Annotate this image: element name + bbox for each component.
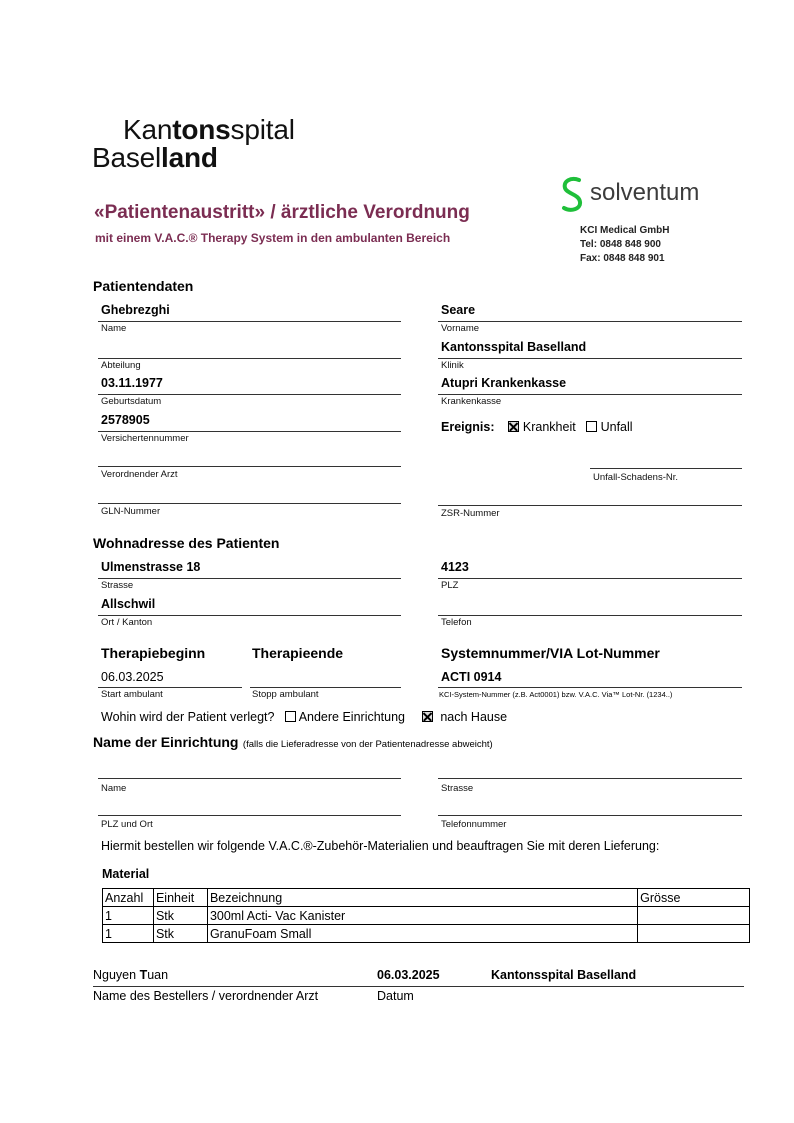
facility-note: (falls die Lieferadresse von der Patientenadresse abweicht) [242,739,493,750]
start-value[interactable]: 06.03.2025 [101,670,164,684]
krankenkasse-line [438,394,742,395]
company-tel: Tel: 0848 848 900 [580,239,661,250]
versicherten-line [98,431,401,432]
destination-question: Wohin wird der Patient verlegt? [101,710,275,724]
table-cell[interactable]: Stk [153,907,207,925]
stopp-line[interactable] [250,687,401,688]
vorname-label: Vorname [441,323,480,334]
unfall-label: Unfall [600,420,633,434]
name-value[interactable]: Ghebrezghi [101,303,170,317]
ereignis-row [441,420,633,434]
table-cell[interactable]: Stk [153,925,207,943]
col-groesse: Grösse [638,889,750,907]
hospital-logo-line1: Kantonsspital [123,114,295,145]
name-line [98,321,401,322]
clinic-value[interactable]: Kantonsspital Baselland [491,968,637,982]
table-cell[interactable] [638,907,750,925]
vorname-value[interactable]: Seare [441,303,476,317]
col-bezeichnung: Bezeichnung [207,889,637,907]
geburtsdatum-value[interactable]: 03.11.1977 [101,376,163,390]
facility-plz-line[interactable] [98,815,401,816]
versicherten-label: Versichertennummer [101,433,189,444]
company-fax: Fax: 0848 848 901 [580,253,665,264]
gln-label: GLN-Nummer [101,506,161,517]
geburtsdatum-line [98,394,401,395]
section-address: Wohnadresse des Patienten [93,535,280,551]
ort-value[interactable]: Allschwil [101,597,156,611]
form-title: «Patientenaustritt» / ärztliche Verordnung [94,202,470,223]
telefon-label: Telefon [441,617,472,628]
date-value[interactable]: 06.03.2025 [377,968,440,982]
besteller-value[interactable]: Nguyen Tuan [93,968,169,982]
klinik-line [438,358,742,359]
table-row[interactable] [103,925,750,943]
form-subtitle: mit einem V.A.C.® Therapy System in den ambulanten Bereich [95,231,451,245]
krankenkasse-value[interactable]: Atupri Krankenkasse [441,376,567,390]
section-patient: Patientendaten [93,278,194,294]
strasse-label: Strasse [101,580,134,591]
arzt-label: Verordnender Arzt [101,469,178,480]
facility-name-line[interactable] [98,778,401,779]
system-label: KCI-System-Nummer (z.B. Act0001) bzw. V.A.C. Via™ Lot-Nr. (1234..) [439,690,673,699]
plz-value[interactable]: 4123 [441,560,469,574]
facility-strasse-line[interactable] [438,778,742,779]
company-contact [580,224,669,266]
table-cell[interactable] [638,925,750,943]
plz-label: PLZ [441,580,459,591]
therapiebeginn-heading: Therapiebeginn [101,645,206,661]
facility-telefon-line[interactable] [438,815,742,816]
facility-name-label: Name [101,783,127,794]
brand-name: solventum [590,179,700,206]
abteilung-line[interactable] [98,358,401,359]
table-cell[interactable]: GranuFoam Small [207,925,637,943]
stopp-label: Stopp ambulant [252,689,319,700]
abteilung-label: Abteilung [101,360,141,371]
gln-line[interactable] [98,503,401,504]
nach-hause-label: nach Hause [440,710,508,724]
geburtsdatum-label: Geburtsdatum [101,396,162,407]
unfall-nr-line[interactable] [590,468,742,469]
company-name: KCI Medical GmbH [580,225,670,236]
table-header-row [103,889,750,907]
material-heading: Material [102,867,150,881]
start-line [98,687,242,688]
therapieende-heading: Therapieende [252,645,344,661]
hospital-logo-line2: Baselland [92,142,218,173]
andere-einrichtung-checkbox[interactable] [285,711,296,722]
besteller-label: Name des Bestellers / verordnender Arzt [93,989,319,1003]
facility-plz-label: PLZ und Ort [101,819,153,830]
vorname-line [438,321,742,322]
andere-einrichtung-label: Andere Einrichtung [298,710,406,724]
destination-row [101,710,507,724]
ereignis-label: Ereignis: [441,420,495,434]
versicherten-value[interactable]: 2578905 [101,413,150,427]
zsr-label: ZSR-Nummer [441,508,500,519]
systemnummer-heading: Systemnummer/VIA Lot-Nummer [441,645,660,661]
strasse-value[interactable]: Ulmenstrasse 18 [101,560,201,574]
krankheit-checkbox[interactable] [508,421,519,432]
facility-title: Name der Einrichtung [93,734,239,750]
table-cell[interactable]: 1 [103,925,154,943]
material-table [102,888,750,943]
arzt-line[interactable] [98,466,401,467]
zsr-line[interactable] [438,505,742,506]
strasse-line [98,578,401,579]
ort-line [98,615,401,616]
col-einheit: Einheit [153,889,207,907]
signature-line [93,986,744,987]
klinik-label: Klinik [441,360,464,371]
facility-strasse-label: Strasse [441,783,474,794]
facility-heading [93,734,493,752]
col-anzahl: Anzahl [103,889,154,907]
unfall-checkbox[interactable] [586,421,597,432]
date-label: Datum [377,989,414,1003]
klinik-value[interactable]: Kantonsspital Baselland [441,340,587,354]
plz-line [438,578,742,579]
solventum-logo-icon [557,176,587,214]
facility-telefon-label: Telefonnummer [441,819,507,830]
system-line [438,687,742,688]
unfall-nr-label: Unfall-Schadens-Nr. [593,472,679,483]
table-cell[interactable]: 1 [103,907,154,925]
krankenkasse-label: Krankenkasse [441,396,502,407]
table-cell[interactable]: 300ml Acti- Vac Kanister [207,907,637,925]
nach-hause-checkbox[interactable] [422,711,433,722]
ort-label: Ort / Kanton [101,617,153,628]
table-row[interactable] [103,907,750,925]
name-label: Name [101,323,127,334]
telefon-line[interactable] [438,615,742,616]
start-label: Start ambulant [101,689,163,700]
krankheit-label: Krankheit [522,420,576,434]
order-intro: Hiermit bestellen wir folgende V.A.C.®-Zubehör-Materialien und beauftragen Sie mit deren Lieferung: [101,839,660,853]
system-value[interactable]: ACTI 0914 [441,670,502,684]
